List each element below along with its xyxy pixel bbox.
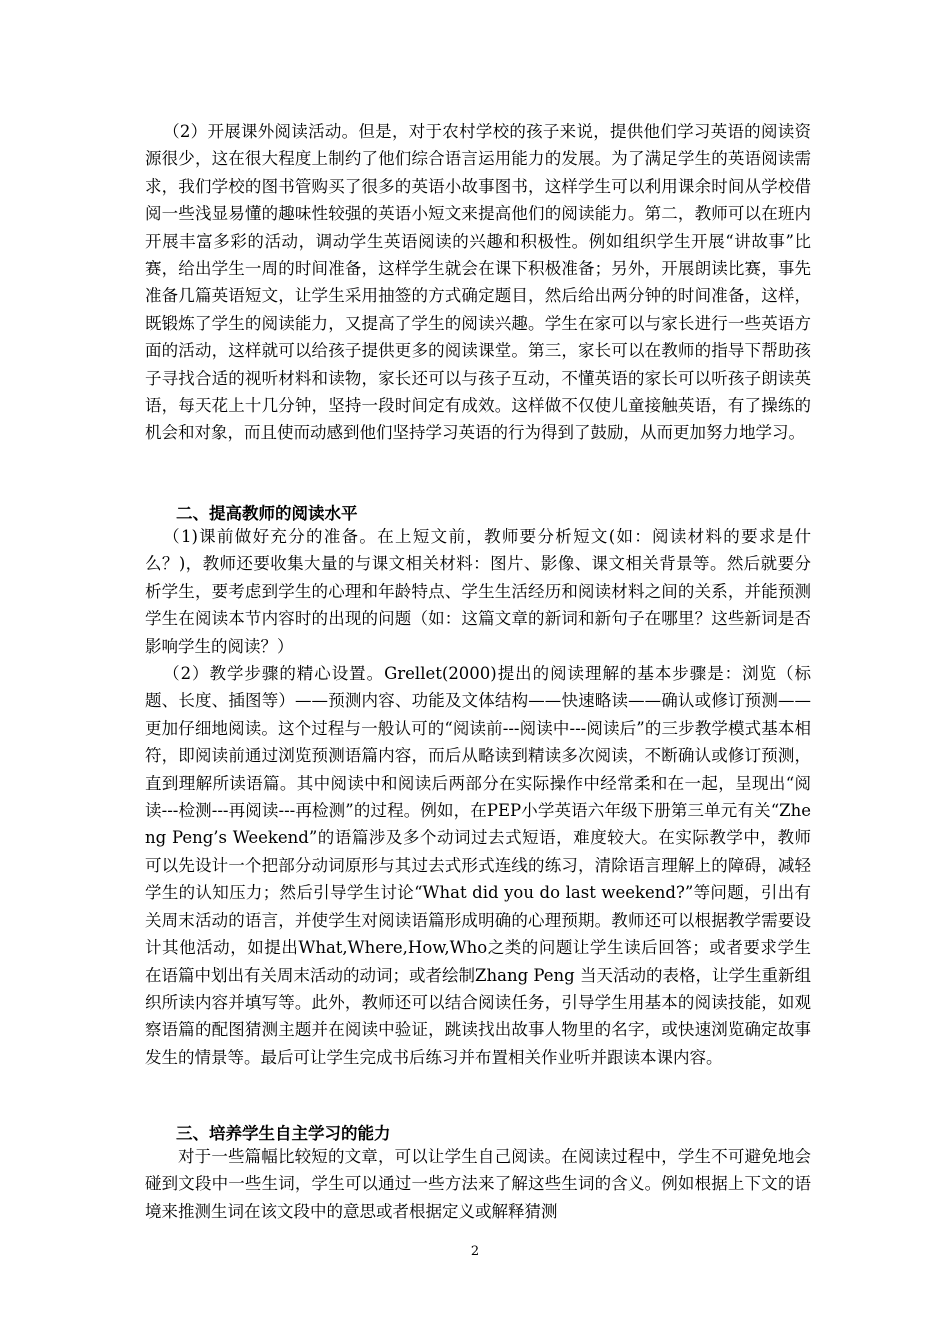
section3-body	[145, 1143, 811, 1225]
section1-body	[145, 118, 811, 447]
paragraph-teaching-steps: （2）教学步骤的精心设置。Grellet(2000)提出的阅读理解的基本步骤是：浏览（标题、长度、插图等）——预测内容、功能及文体结构——快速略读——确认或修订预测——更加仔细地阅读。这个过程与一般认可的“阅读前---阅读中---阅读后”的三步教学模式基本相符，即阅读前通过浏览预测语篇内容，而后从略读到精读多次阅读，不断确认或修订预测，直到理解所读语篇。其中阅读中和阅读后两部分在实际操作中经常柔和在一起，呈现出“阅读---检测---再阅读---再检测”的过程。例如，在PEP小学英语六年级下册第三单元有关“Zheng Peng’s Weekend”的语篇涉及多个动词过去式短语，难度较大。在实际教学中，教师可以先设计一个把部分动词原形与其过去式形式连线的练习，清除语言理解上的障碍，减轻学生的认知压力；然后引导学生讨论“What did you do last weekend?”等问题，引出有关周末活动的语言，并使学生对阅读语篇形成明确的心理预期。教师还可以根据教学需要设计其他活动，如提出What,Where,How,Who之类的问题让学生读后回答；或者要求学生在语篇中划出有关周末活动的动词；或者绘制Zhang Peng 当天活动的表格，让学生重新组织所读内容并填写等。此外，教师还可以结合阅读任务，引导学生用基本的阅读技能，如观察语篇的配图猜测主题并在阅读中验证，跳读找出故事人物里的名字，或快速浏览确定故事发生的情景等。最后可让学生完成书后练习并布置相关作业听并跟读本课内容。	[145, 664, 811, 1067]
section2-body	[145, 523, 811, 1071]
paragraph-extracurricular-reading: （2）开展课外阅读活动。但是，对于农村学校的孩子来说，提供他们学习英语的阅读资源很少，这在很大程度上制约了他们综合语言运用能力的发展。为了满足学生的英语阅读需求，我们学校的图书管购买了很多的英语小故事图书，这样学生可以利用课余时间从学校借阅一些浅显易懂的趣味性较强的英语小短文来提高他们的阅读能力。第二，教师可以在班内开展丰富多彩的活动，调动学生英语阅读的兴趣和积极性。例如组织学生开展“讲故事”比赛，给出学生一周的时间准备，这样学生就会在课下积极准备；另外，开展朗读比赛，事先准备几篇英语短文，让学生采用抽签的方式确定题目，然后给出两分钟的时间准备，这样，既锻炼了学生的阅读能力，又提高了学生的阅读兴趣。学生在家可以与家长进行一些英语方面的活动，这样就可以给孩子提供更多的阅读课堂。第三，家长可以在教师的指导下帮助孩子寻找合适的视听材料和读物，家长还可以与孩子互动，不懂英语的家长可以听孩子朗读英语，每天花上十几分钟，坚持一段时间定有成效。这样做不仅使儿童接触英语，有了操练的机会和对象，而且使而动感到他们坚持学习英语的行为得到了鼓励，从而更加努力地学习。	[145, 122, 811, 443]
section3-heading: 三、培养学生自主学习的能力	[176, 1124, 391, 1143]
paragraph-self-study: 对于一些篇幅比较短的文章，可以让学生自己阅读。在阅读过程中，学生不可避免地会碰到文段中一些生词，学生可以通过一些方法来了解这些生词的含义。例如根据上下文的语境来推测生词在该文段中的意思或者根据定义或解释猜测	[145, 1147, 811, 1221]
section2-heading: 二、提高教师的阅读水平	[176, 504, 358, 523]
page-number: 2	[470, 1244, 480, 1259]
paragraph-lesson-preparation: （1)课前做好充分的准备。在上短文前，教师要分析短文(如：阅读材料的要求是什么？)，教师还要收集大量的与课文相关材料：图片、影像、课文相关背景等。然后就要分析学生，要考虑到学生的心理和年龄特点、学生生活经历和阅读材料之间的关系，并能预测学生在阅读本节内容时的出现的问题（如：这篇文章的新词和新句子在哪里？这些新词是否影响学生的阅读？）	[145, 527, 811, 656]
